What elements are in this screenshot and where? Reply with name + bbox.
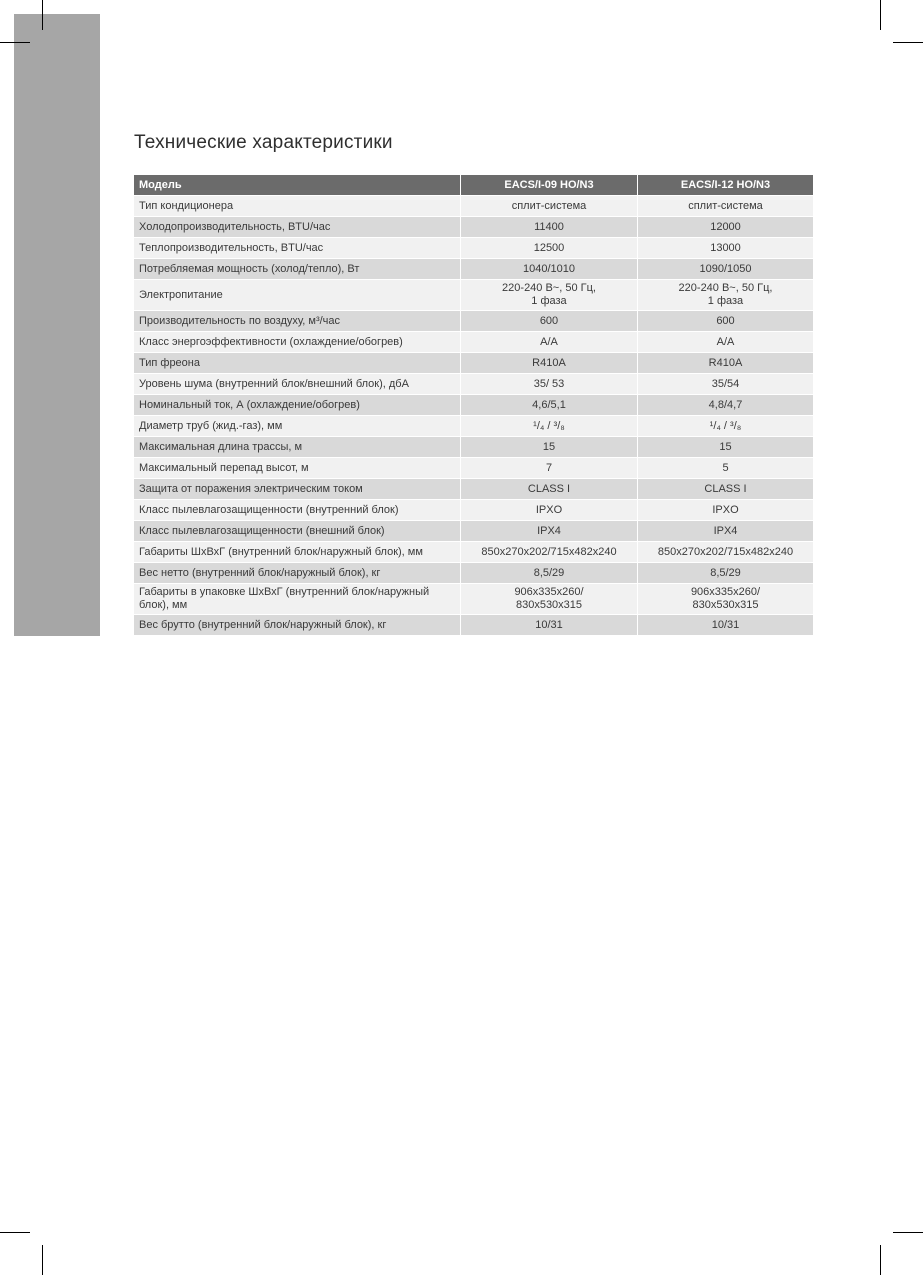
row-value-model-1: 4,6/5,1 xyxy=(461,395,638,416)
row-label: Класс энергоэффективности (охлаждение/обогрев) xyxy=(134,332,461,353)
page-title: Технические характеристики xyxy=(134,132,393,153)
row-value-model-1: 12500 xyxy=(461,238,638,259)
row-label: Электропитание xyxy=(134,280,461,311)
row-value-model-1: 11400 xyxy=(461,217,638,238)
row-value-model-1: 220-240 В~, 50 Гц, 1 фаза xyxy=(461,280,638,311)
table-row xyxy=(134,563,814,584)
row-value-model-1: 600 xyxy=(461,311,638,332)
row-value-model-1: R410A xyxy=(461,353,638,374)
row-value-model-2: IPX4 xyxy=(638,521,814,542)
row-label: Вес нетто (внутренний блок/наружный блок), кг xyxy=(134,563,461,584)
row-value-model-1: ¹/₄ / ³/₈ xyxy=(461,416,638,437)
spec-table xyxy=(133,174,814,636)
row-value-model-1: A/A xyxy=(461,332,638,353)
table-row xyxy=(134,311,814,332)
row-label: Максимальный перепад высот, м xyxy=(134,458,461,479)
table-header-row xyxy=(134,175,814,196)
table-row xyxy=(134,217,814,238)
crop-mark xyxy=(42,1245,43,1275)
row-label: Вес брутто (внутренний блок/наружный блок), кг xyxy=(134,615,461,636)
row-value-model-1: 7 xyxy=(461,458,638,479)
row-label: Габариты ШхВхГ (внутренний блок/наружный блок), мм xyxy=(134,542,461,563)
row-value-model-2: 1090/1050 xyxy=(638,259,814,280)
table-row xyxy=(134,584,814,615)
row-label: Уровень шума (внутренний блок/внешний блок), дбА xyxy=(134,374,461,395)
row-label: Теплопроизводительность, BTU/час xyxy=(134,238,461,259)
row-value-model-2: IPXO xyxy=(638,500,814,521)
row-label: Потребляемая мощность (холод/тепло), Вт xyxy=(134,259,461,280)
crop-mark xyxy=(893,1232,923,1233)
row-value-model-2: 5 xyxy=(638,458,814,479)
row-value-model-2: 8,5/29 xyxy=(638,563,814,584)
table-row xyxy=(134,374,814,395)
crop-mark xyxy=(0,1232,30,1233)
row-value-model-1: 850x270x202/715x482x240 xyxy=(461,542,638,563)
row-label: Холодопроизводительность, BTU/час xyxy=(134,217,461,238)
table-row xyxy=(134,479,814,500)
row-value-model-2: 600 xyxy=(638,311,814,332)
table-row xyxy=(134,458,814,479)
row-value-model-1: 906x335x260/ 830x530x315 xyxy=(461,584,638,615)
table-row xyxy=(134,615,814,636)
row-value-model-2: 850x270x202/715x482x240 xyxy=(638,542,814,563)
row-value-model-1: 8,5/29 xyxy=(461,563,638,584)
row-value-model-1: IPX4 xyxy=(461,521,638,542)
table-row xyxy=(134,500,814,521)
header-model-2: EACS/I-12 HO/N3 xyxy=(638,175,814,196)
table-row xyxy=(134,395,814,416)
table-row xyxy=(134,542,814,563)
row-value-model-1: IPXO xyxy=(461,500,638,521)
table-row xyxy=(134,353,814,374)
row-value-model-1: 1040/1010 xyxy=(461,259,638,280)
row-value-model-2: 220-240 В~, 50 Гц, 1 фаза xyxy=(638,280,814,311)
row-value-model-2: 12000 xyxy=(638,217,814,238)
table-row xyxy=(134,280,814,311)
table-row xyxy=(134,332,814,353)
table-body xyxy=(134,196,814,636)
row-label: Тип кондиционера xyxy=(134,196,461,217)
row-label: Тип фреона xyxy=(134,353,461,374)
row-label: Класс пылевлагозащищенности (внутренний блок) xyxy=(134,500,461,521)
table-row xyxy=(134,259,814,280)
row-value-model-2: 15 xyxy=(638,437,814,458)
header-param: Модель xyxy=(134,175,461,196)
row-label: Класс пылевлагозащищенности (внешний блок) xyxy=(134,521,461,542)
row-value-model-1: 15 xyxy=(461,437,638,458)
row-value-model-1: 10/31 xyxy=(461,615,638,636)
crop-mark xyxy=(0,42,30,43)
table-row xyxy=(134,437,814,458)
crop-mark xyxy=(880,1245,881,1275)
row-label: Номинальный ток, А (охлаждение/обогрев) xyxy=(134,395,461,416)
row-label: Габариты в упаковке ШхВхГ (внутренний блок/наружный блок), мм xyxy=(134,584,461,615)
row-value-model-2: R410A xyxy=(638,353,814,374)
row-value-model-1: CLASS I xyxy=(461,479,638,500)
row-value-model-2: CLASS I xyxy=(638,479,814,500)
row-value-model-2: 10/31 xyxy=(638,615,814,636)
header-model-1: EACS/I-09 HO/N3 xyxy=(461,175,638,196)
table-row xyxy=(134,416,814,437)
row-value-model-2: 4,8/4,7 xyxy=(638,395,814,416)
row-value-model-1: 35/ 53 xyxy=(461,374,638,395)
row-value-model-1: сплит-система xyxy=(461,196,638,217)
table-row xyxy=(134,196,814,217)
crop-mark xyxy=(893,42,923,43)
row-value-model-2: ¹/₄ / ³/₈ xyxy=(638,416,814,437)
row-value-model-2: 35/54 xyxy=(638,374,814,395)
side-band xyxy=(14,14,100,636)
row-label: Производительность по воздуху, м³/час xyxy=(134,311,461,332)
table-row xyxy=(134,521,814,542)
row-value-model-2: 906x335x260/ 830x530x315 xyxy=(638,584,814,615)
row-value-model-2: 13000 xyxy=(638,238,814,259)
crop-mark xyxy=(880,0,881,30)
table-row xyxy=(134,238,814,259)
row-label: Диаметр труб (жид.-газ), мм xyxy=(134,416,461,437)
row-label: Максимальная длина трассы, м xyxy=(134,437,461,458)
row-value-model-2: A/A xyxy=(638,332,814,353)
crop-mark xyxy=(42,0,43,30)
row-label: Защита от поражения электрическим током xyxy=(134,479,461,500)
row-value-model-2: сплит-система xyxy=(638,196,814,217)
